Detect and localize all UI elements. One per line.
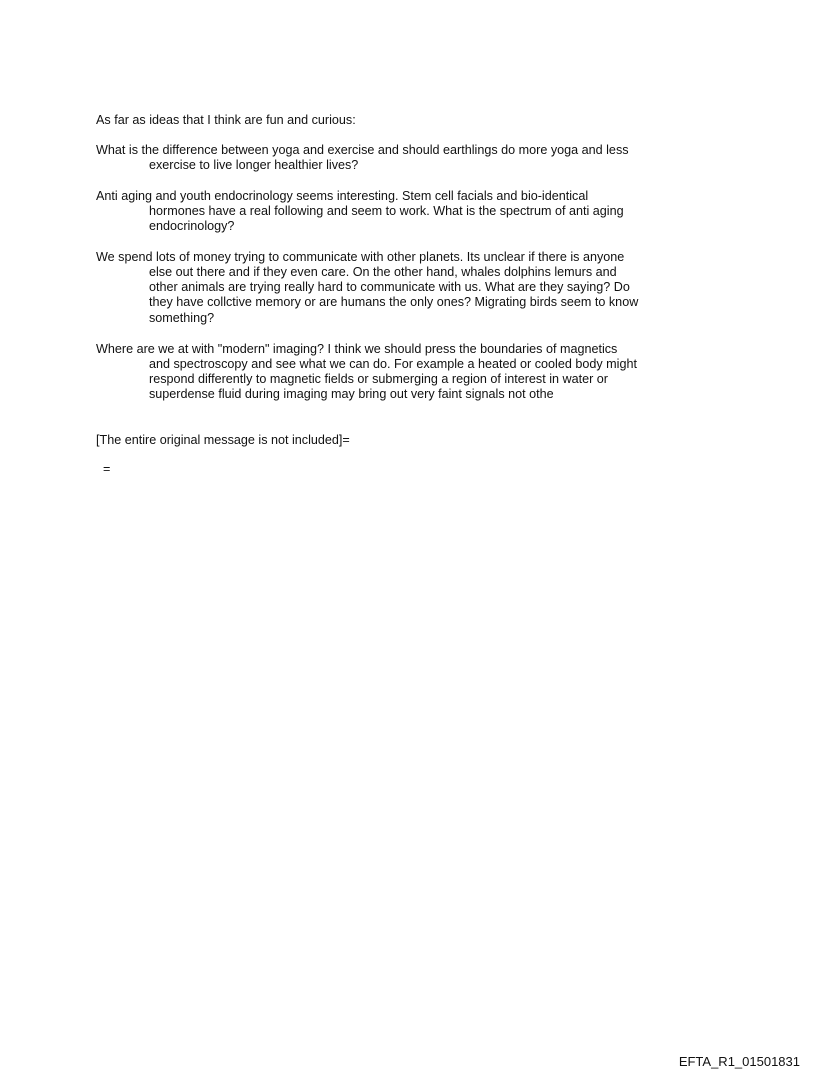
- trailing-equals: =: [103, 462, 111, 476]
- paragraph-line: they have collctive memory or are humans the only ones? Migrating birds seem to know: [149, 295, 639, 309]
- paragraph-line: other animals are trying really hard to communicate with us. What are they saying? Do: [149, 280, 630, 294]
- paragraph-line: something?: [149, 311, 215, 325]
- paragraph-line: endocrinology?: [149, 219, 235, 233]
- paragraph-line: Where are we at with "modern" imaging? I think we should press the boundaries of magnetics: [96, 342, 618, 356]
- paragraph-line: exercise to live longer healthier lives?: [149, 158, 359, 172]
- document-id-footer: EFTA_R1_01501831: [678, 1054, 800, 1069]
- paragraph-line: Anti aging and youth endocrinology seems interesting. Stem cell facials and bio-identical: [96, 189, 589, 203]
- truncation-note: [The entire original message is not included]=: [96, 433, 350, 447]
- paragraph-line: hormones have a real following and seem to work. What is the spectrum of anti aging: [149, 204, 624, 218]
- paragraph-line: We spend lots of money trying to communicate with other planets. Its unclear if there is anyone: [96, 250, 625, 264]
- paragraph-line: respond differently to magnetic fields or submerging a region of interest in water or: [149, 372, 608, 386]
- paragraph-line: and spectroscopy and see what we can do. For example a heated or cooled body might: [149, 357, 637, 371]
- paragraph-line: else out there and if they even care. On the other hand, whales dolphins lemurs and: [149, 265, 617, 279]
- intro-text: As far as ideas that I think are fun and curious:: [96, 113, 356, 127]
- paragraph-line: What is the difference between yoga and exercise and should earthlings do more yoga and less: [96, 143, 629, 157]
- paragraph-line: superdense fluid during imaging may bring out very faint signals not othe: [149, 387, 554, 401]
